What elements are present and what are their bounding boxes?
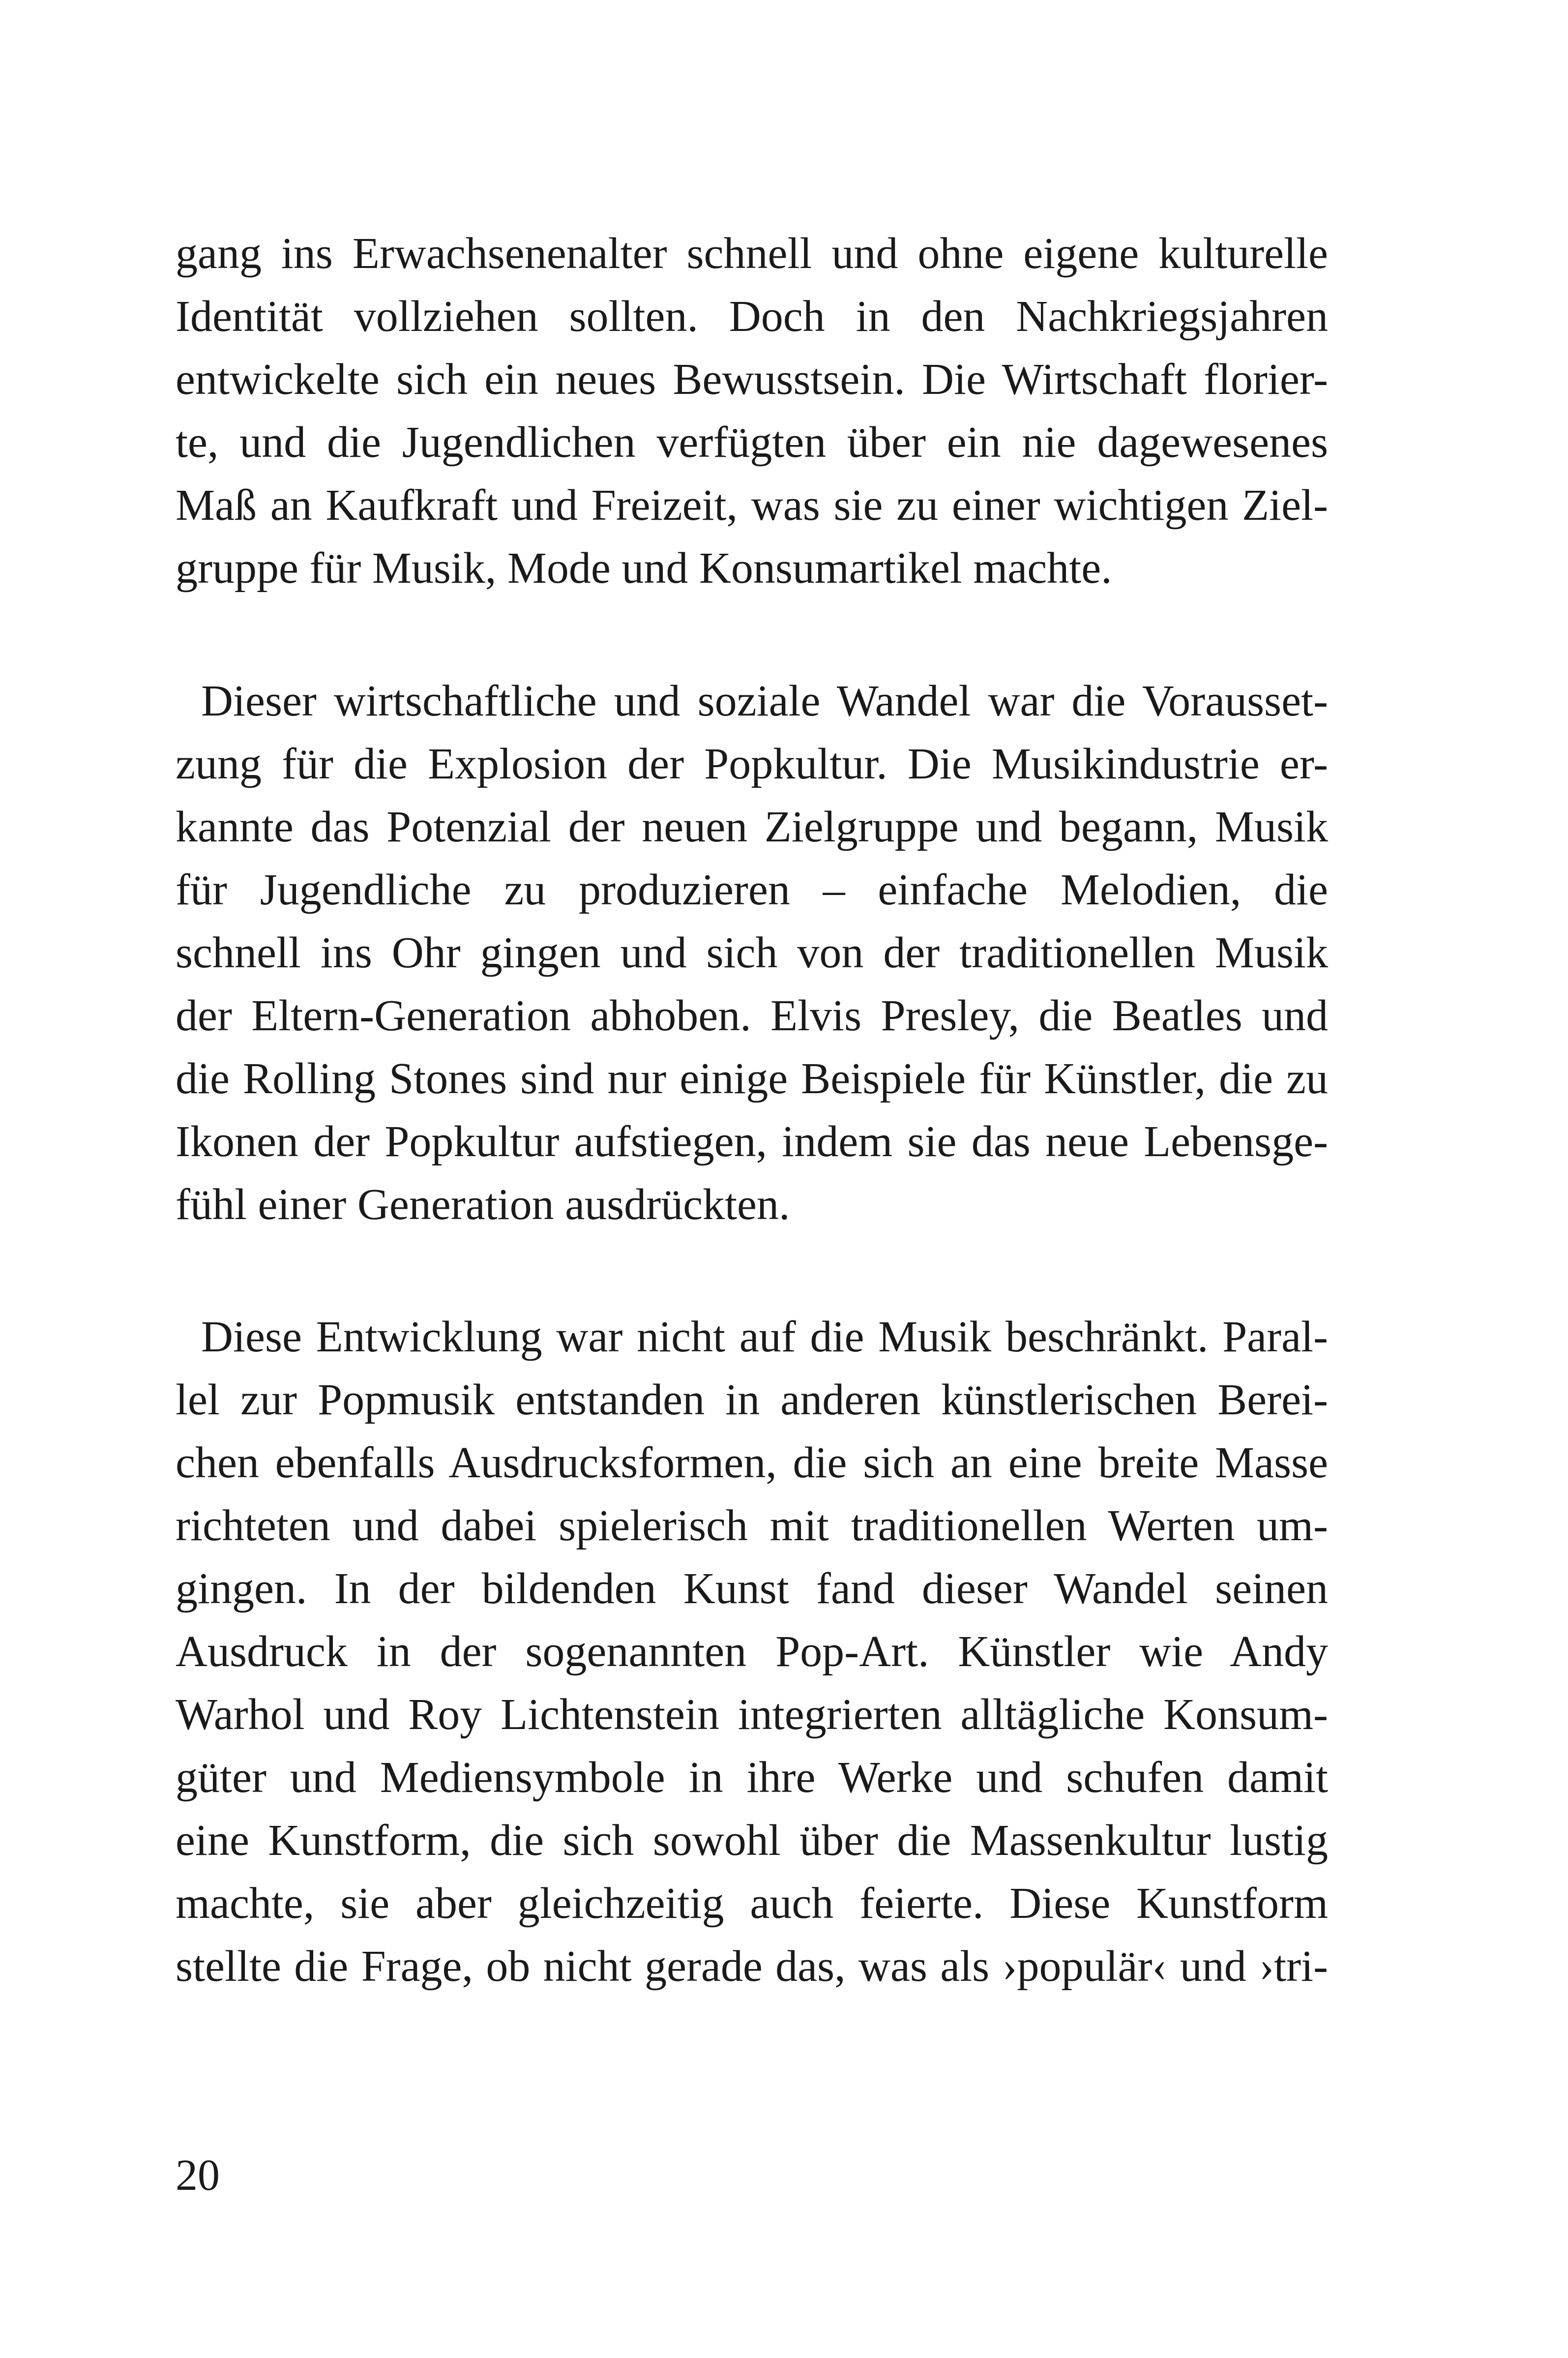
text-line: zung für die Explosion der Popkultur. Die Musikindustrie er- — [176, 740, 1328, 788]
text-line: Warhol und Roy Lichtenstein integrierten alltägliche Konsum- — [176, 1690, 1328, 1739]
text-line: richteten und dabei spielerisch mit traditionellen Werten um- — [176, 1501, 1328, 1550]
text-line: lel zur Popmusik entstanden in anderen künstlerischen Berei- — [176, 1375, 1328, 1424]
text-line: gingen. In der bildenden Kunst fand dieser Wandel seinen — [176, 1564, 1328, 1613]
text-line: fühl einer Generation ausdrückten. — [176, 1180, 790, 1229]
text-line: Ikonen der Popkultur aufstiegen, indem sie das neue Lebensge- — [176, 1117, 1328, 1166]
text-line: die Rolling Stones sind nur einige Beispiele für Künstler, die zu — [176, 1054, 1328, 1103]
text-line: Dieser wirtschaftliche und soziale Wandel war die Vorausset- — [201, 677, 1328, 725]
paragraph-3 — [176, 1306, 1328, 1998]
text-line: stellte die Frage, ob nicht gerade das, was als ›populär‹ und ›tri- — [176, 1942, 1328, 1991]
text-line: entwickelte sich ein neues Bewusstsein. Die Wirtschaft florier- — [176, 355, 1328, 404]
paragraph-2 — [176, 670, 1328, 1236]
text-line: schnell ins Ohr gingen und sich von der traditionellen Musik — [176, 928, 1328, 977]
text-line: für Jugendliche zu produzieren – einfache Melodien, die — [176, 866, 1328, 914]
text-line: chen ebenfalls Ausdrucksformen, die sich an eine breite Masse — [176, 1438, 1328, 1487]
text-line: eine Kunstform, die sich sowohl über die Massenkultur lustig — [176, 1816, 1328, 1865]
text-line: der Eltern-Generation abhoben. Elvis Presley, die Beatles und — [176, 991, 1328, 1040]
text-line: gang ins Erwachsenenalter schnell und ohne eigene kulturelle — [176, 229, 1328, 278]
text-line: Diese Entwicklung war nicht auf die Musik beschränkt. Paral- — [201, 1313, 1328, 1361]
text-line: güter und Mediensymbole in ihre Werke und schufen damit — [176, 1753, 1328, 1802]
text-line: Ausdruck in der sogenannten Pop-Art. Künstler wie Andy — [176, 1627, 1328, 1676]
text-line: kannte das Potenzial der neuen Zielgruppe und begann, Musik — [176, 803, 1328, 851]
text-line: te, und die Jugendlichen verfügten über ein nie dagewesenes — [176, 418, 1328, 467]
text-line: gruppe für Musik, Mode und Konsumartikel machte. — [176, 544, 1112, 593]
text-line: machte, sie aber gleichzeitig auch feierte. Diese Kunstform — [176, 1879, 1328, 1928]
text-line: Maß an Kaufkraft und Freizeit, was sie zu einer wichtigen Ziel- — [176, 481, 1328, 530]
paragraph-1 — [176, 222, 1328, 600]
text-line: Identität vollziehen sollten. Doch in den Nachkriegsjahren — [176, 292, 1328, 341]
page-number: 20 — [176, 2151, 220, 2200]
